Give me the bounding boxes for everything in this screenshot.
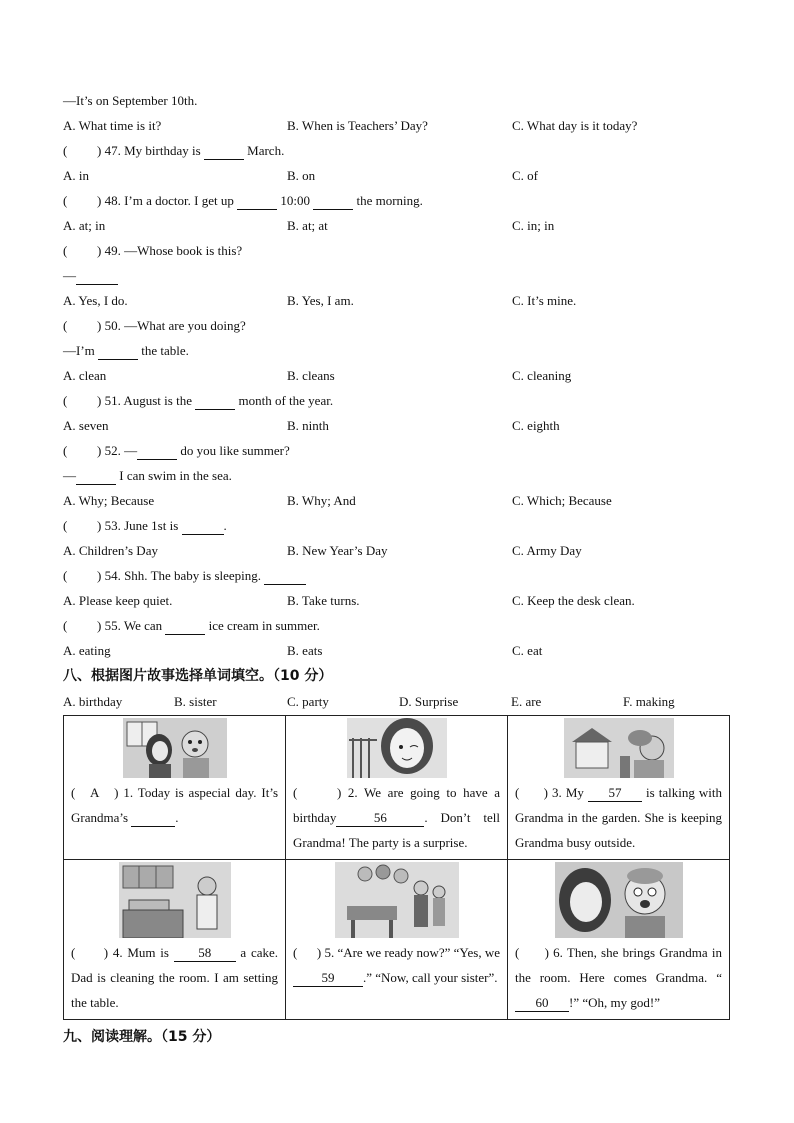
answer-paren[interactable]: ( xyxy=(63,618,68,633)
story-cell-5: ( ) 5. “Are we ready now?” “Yes, we 59 .” “Now, call your sister”. xyxy=(286,860,508,1020)
fill-blank[interactable] xyxy=(76,468,116,485)
party-room-picture xyxy=(335,862,459,938)
word-a: A. birthday xyxy=(63,694,123,709)
fill-blank[interactable] xyxy=(237,193,277,210)
story-cell-6: ( ) 6. Then, she brings Grandma in the room. Here comes Grandma. “60 !” “Oh, my god!” xyxy=(508,860,730,1020)
option-c: C. It’s mine. xyxy=(512,293,577,308)
option-a: A. Please keep quiet. xyxy=(63,593,173,608)
option-c: C. Army Day xyxy=(512,543,582,558)
word-bank xyxy=(63,689,731,714)
answer-a: A xyxy=(90,785,100,800)
blank-60[interactable]: 60 xyxy=(515,995,569,1012)
fill-blank[interactable] xyxy=(131,810,175,827)
answer-paren[interactable]: ( xyxy=(63,318,68,333)
blank-56[interactable]: 56 xyxy=(336,810,424,827)
question-49: ( ) 49. —Whose book is this? xyxy=(63,238,731,263)
question-52: ( ) 52. — do you like summer? xyxy=(63,438,731,463)
option-b: B. Why; And xyxy=(287,493,356,508)
q47-options xyxy=(63,163,731,188)
fill-blank[interactable] xyxy=(76,268,118,285)
fill-blank[interactable] xyxy=(204,143,244,160)
option-a: A. seven xyxy=(63,418,109,433)
answer-paren[interactable]: ( xyxy=(63,568,68,583)
grandma-girl-picture xyxy=(123,718,227,778)
word-c: C. party xyxy=(287,694,329,709)
option-b: B. When is Teachers’ Day? xyxy=(287,118,428,133)
option-c: C. eighth xyxy=(512,418,560,433)
option-b: B. cleans xyxy=(287,368,335,383)
option-a: A. clean xyxy=(63,368,107,383)
word-e: E. are xyxy=(511,694,542,709)
fill-blank[interactable] xyxy=(264,568,306,585)
blank-57[interactable]: 57 xyxy=(588,785,642,802)
q48-options xyxy=(63,213,731,238)
q50-options xyxy=(63,363,731,388)
q46-answer-line: —It’s on September 10th. xyxy=(63,93,198,108)
option-a: A. eating xyxy=(63,643,111,658)
question-53: ( ) 53. June 1st is . xyxy=(63,513,731,538)
fill-blank[interactable] xyxy=(195,393,235,410)
option-c: C. in; in xyxy=(512,218,555,233)
answer-paren[interactable]: ( xyxy=(63,143,68,158)
option-a: A. at; in xyxy=(63,218,106,233)
q53-options xyxy=(63,538,731,563)
option-c: C. Keep the desk clean. xyxy=(512,593,635,608)
q52-options xyxy=(63,488,731,513)
option-c: C. of xyxy=(512,168,538,183)
grandma-surprised-picture xyxy=(555,862,683,938)
section-8-title: 八、根据图片故事选择单词填空。（10 分） xyxy=(63,668,333,684)
kitchen-picture xyxy=(119,862,231,938)
option-a: A. Children’s Day xyxy=(63,543,158,558)
blank-58[interactable]: 58 xyxy=(174,945,236,962)
option-b: B. New Year’s Day xyxy=(287,543,388,558)
option-c: C. cleaning xyxy=(512,368,572,383)
blank-59[interactable]: 59 xyxy=(293,970,363,987)
picture-story-table xyxy=(63,715,730,1020)
question-48: ( ) 48. I’m a doctor. I get up 10:00 the morning. xyxy=(63,188,731,213)
answer-paren[interactable]: ( xyxy=(63,443,68,458)
option-c: C. What day is it today? xyxy=(512,118,638,133)
option-c: C. Which; Because xyxy=(512,493,612,508)
answer-paren[interactable]: ( xyxy=(63,518,68,533)
q54-options xyxy=(63,588,731,613)
story-cell-4: ( ) 4. Mum is 58 a cake. Dad is cleaning the room. I am setting the table. xyxy=(64,860,286,1020)
option-a: A. Why; Because xyxy=(63,493,155,508)
q49-reply: — xyxy=(63,263,731,288)
word-d: D. Surprise xyxy=(399,694,459,709)
answer-paren[interactable]: ( xyxy=(63,243,68,258)
question-50: ( ) 50. —What are you doing? xyxy=(63,313,731,338)
word-f: F. making xyxy=(623,694,675,709)
option-b: B. on xyxy=(287,168,316,183)
q49-options xyxy=(63,288,731,313)
story-cell-1: ( A ) 1. Today is aspecial day. It’s Grandma’s . xyxy=(64,716,286,860)
garden-picture xyxy=(564,718,674,778)
question-51: ( ) 51. August is the month of the year. xyxy=(63,388,731,413)
fill-blank[interactable] xyxy=(137,443,177,460)
exam-page xyxy=(63,88,731,1050)
answer-paren[interactable]: ( xyxy=(63,393,68,408)
question-54: ( ) 54. Shh. The baby is sleeping. xyxy=(63,563,731,588)
option-b: B. eats xyxy=(287,643,323,658)
q46-options xyxy=(63,113,731,138)
fill-blank[interactable] xyxy=(313,193,353,210)
q55-options xyxy=(63,638,731,663)
option-a: A. Yes, I do. xyxy=(63,293,128,308)
story-cell-2: ( ) 2. We are going to have a birthday 56 . Don’t tell Grandma! The party is a surprise. xyxy=(286,716,508,860)
fill-blank[interactable] xyxy=(98,343,138,360)
option-c: C. eat xyxy=(512,643,543,658)
section-9-title: 九、阅读理解。（15 分） xyxy=(63,1029,221,1045)
fill-blank[interactable] xyxy=(165,618,205,635)
q51-options xyxy=(63,413,731,438)
option-a: A. What time is it? xyxy=(63,118,162,133)
fill-blank[interactable] xyxy=(182,518,224,535)
option-b: B. Take turns. xyxy=(287,593,360,608)
option-b: B. Yes, I am. xyxy=(287,293,354,308)
option-a: A. in xyxy=(63,168,89,183)
option-b: B. at; at xyxy=(287,218,328,233)
word-b: B. sister xyxy=(174,694,217,709)
question-55: ( ) 55. We can ice cream in summer. xyxy=(63,613,731,638)
q50-reply: —I’m the table. xyxy=(63,343,189,358)
question-47: ( ) 47. My birthday is March. xyxy=(63,138,731,163)
option-b: B. ninth xyxy=(287,418,329,433)
story-cell-3: ( ) 3. My 57 is talking with Grandma in the garden. She is keeping Grandma busy outside. xyxy=(508,716,730,860)
q52-reply: — I can swim in the sea. xyxy=(63,468,232,483)
girl-winking-picture xyxy=(347,718,447,778)
answer-paren[interactable]: ( xyxy=(63,193,68,208)
